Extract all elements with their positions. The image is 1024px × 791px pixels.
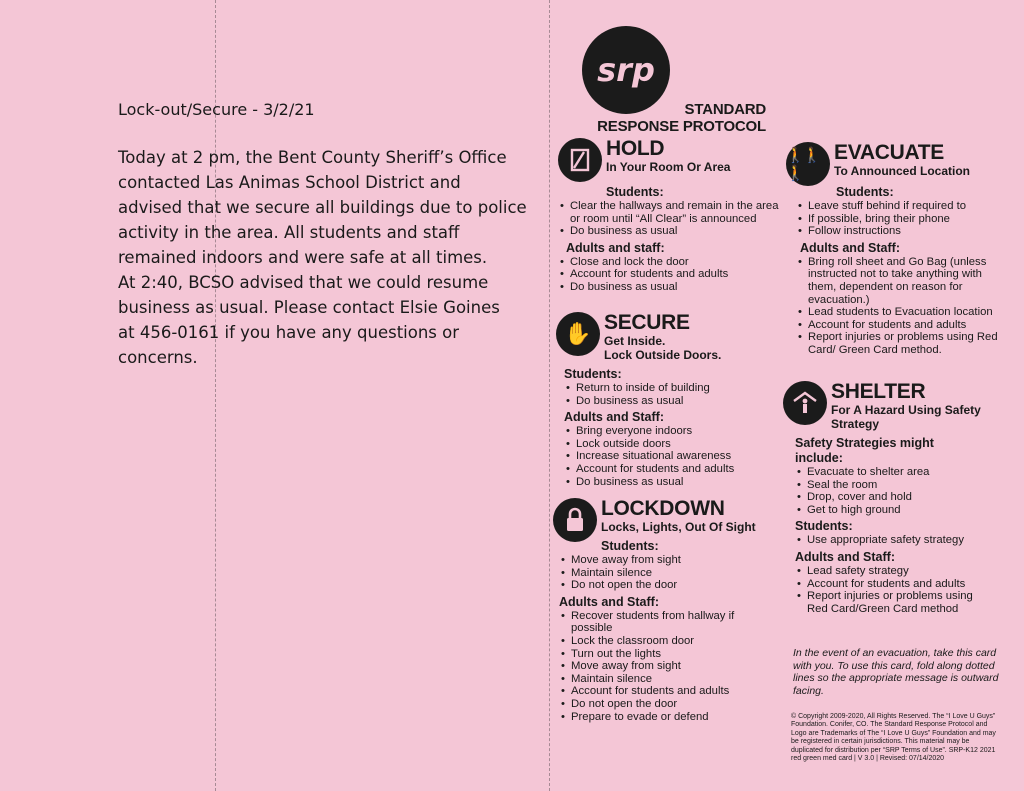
evacuate-students-label: Students: bbox=[836, 185, 894, 199]
lockdown-body bbox=[559, 536, 787, 723]
notice-letter bbox=[118, 100, 538, 370]
list-item: • Drop, cover and hold bbox=[795, 491, 1005, 504]
hold-subtitle: In Your Room Or Area bbox=[606, 160, 731, 174]
lockdown-title: LOCKDOWN bbox=[601, 497, 725, 520]
shelter-subtitle: For A Hazard Using Safety Strategy bbox=[831, 403, 981, 431]
notice-line: At 2:40, BCSO advised that we could resume bbox=[118, 273, 489, 292]
list-item: • Do business as usual bbox=[558, 281, 780, 294]
list-item: • Report injuries or problems using Red Card/Green Card method bbox=[795, 590, 990, 615]
shelter-strategies-label: Safety Strategies might include: bbox=[795, 436, 934, 465]
people-icon: 🚶🚶🚶 bbox=[786, 142, 830, 186]
notice-line: concerns. bbox=[118, 348, 198, 367]
list-item: • Maintain silence bbox=[559, 567, 787, 580]
hold-heading bbox=[606, 138, 730, 174]
evacuate-adults-label: Adults and Staff: bbox=[800, 240, 900, 255]
hold-students-label: Students: bbox=[606, 185, 664, 199]
evacuate-title: EVACUATE bbox=[834, 141, 944, 164]
list-item: • Bring roll sheet and Go Bag (unless instructed not to take anything with them, dependent on reason for evacuation.) bbox=[796, 256, 1001, 306]
hold-adults-list bbox=[558, 256, 780, 294]
list-item: • Bring everyone indoors bbox=[564, 425, 786, 438]
door-icon bbox=[558, 138, 602, 182]
hands-icon: ✋ bbox=[556, 312, 600, 356]
secure-adults-list bbox=[564, 425, 786, 488]
evacuation-note: In the event of an evacuation, take this card with you. To use this card, fold along dotted lines so the appropriate message is outward facing. bbox=[793, 647, 999, 697]
notice-line: Today at 2 pm, the Bent County Sheriff’s Office bbox=[118, 148, 507, 167]
secure-title: SECURE bbox=[604, 311, 690, 334]
list-item: • Account for students and adults bbox=[564, 463, 786, 476]
hold-adults-label: Adults and staff: bbox=[566, 240, 665, 255]
shelter-icon bbox=[783, 381, 827, 425]
notice-title: Lock-out/Secure - 3/2/21 bbox=[118, 100, 315, 119]
hold-body bbox=[558, 182, 780, 294]
list-item: • Return to inside of building bbox=[564, 382, 786, 395]
evacuate-body bbox=[796, 182, 1001, 357]
list-item: • Do not open the door bbox=[559, 698, 747, 711]
secure-subtitle-2: Lock Outside Doors. bbox=[604, 348, 722, 362]
list-item: • Report injuries or problems using Red Card/ Green Card method. bbox=[796, 331, 1001, 356]
list-item: • Leave stuff behind if required to bbox=[796, 200, 1001, 213]
list-item: • Seal the room bbox=[795, 479, 1005, 492]
copyright-notice: © Copyright 2009-2020, All Rights Reserved. The “I Love U Guys” Foundation. Conifer, CO. The Standard Response Protocol and Logo are Trademarks of The “I Love U Guys” Foundation and may be registered in certain jurisdictions. This material may be duplicated for distribution per “SRP Terms of Use”. SRP-K12 2021 red green med card | V 3.0 | Revised: 07/14/2020 bbox=[791, 713, 996, 763]
list-item: • Use appropriate safety strategy bbox=[795, 534, 1005, 547]
srp-logo-icon: srp bbox=[582, 26, 670, 114]
fold-line-middle bbox=[549, 0, 550, 791]
evacuate-heading bbox=[834, 142, 970, 178]
list-item: • Account for students and adults bbox=[796, 319, 1001, 332]
list-item: • Clear the hallways and remain in the area or room until “All Clear” is announced bbox=[558, 200, 780, 225]
list-item: • Account for students and adults bbox=[795, 578, 990, 591]
shelter-students-label: Students: bbox=[795, 519, 853, 534]
list-item: • Move away from sight bbox=[559, 660, 747, 673]
secure-subtitle: Get Inside. bbox=[604, 334, 666, 348]
hold-students-list bbox=[558, 200, 780, 238]
secure-students-label: Students: bbox=[564, 367, 622, 381]
shelter-students-list bbox=[795, 534, 1005, 547]
list-item: • Do business as usual bbox=[558, 225, 780, 238]
lockdown-adults-label: Adults and Staff: bbox=[559, 594, 659, 609]
notice-line: business as usual. Please contact Elsie Goines bbox=[118, 298, 500, 317]
shelter-adults-list bbox=[795, 565, 990, 615]
shelter-adults-label: Adults and Staff: bbox=[795, 549, 895, 564]
list-item: • Account for students and adults bbox=[559, 685, 747, 698]
shelter-heading bbox=[831, 381, 1001, 431]
list-item: • Do business as usual bbox=[564, 395, 786, 408]
notice-line: at 456-0161 if you have any questions or bbox=[118, 323, 460, 342]
list-item: • If possible, bring their phone bbox=[796, 213, 1001, 226]
secure-heading bbox=[604, 312, 721, 362]
shelter-body bbox=[795, 433, 1005, 615]
list-item: • Follow instructions bbox=[796, 225, 1001, 238]
lockdown-heading bbox=[601, 498, 756, 534]
evacuate-subtitle: To Announced Location bbox=[834, 164, 970, 178]
evacuate-adults-list bbox=[796, 256, 1001, 357]
list-item: • Lock the classroom door bbox=[559, 635, 747, 648]
list-item: • Close and lock the door bbox=[558, 256, 780, 269]
list-item: • Evacuate to shelter area bbox=[795, 466, 1005, 479]
list-item: • Do not open the door bbox=[559, 579, 787, 592]
evacuate-students-list bbox=[796, 200, 1001, 238]
list-item: • Prepare to evade or defend bbox=[559, 711, 747, 724]
list-item: • Move away from sight bbox=[559, 554, 787, 567]
secure-body bbox=[564, 364, 786, 488]
hold-title: HOLD bbox=[606, 137, 665, 160]
lockdown-students-label: Students: bbox=[601, 539, 659, 553]
list-item: • Increase situational awareness bbox=[564, 450, 786, 463]
list-item: • Lead safety strategy bbox=[795, 565, 990, 578]
lockdown-students-list bbox=[559, 554, 787, 592]
lockdown-adults-list bbox=[559, 610, 747, 723]
notice-line: activity in the area. All students and staff bbox=[118, 223, 460, 242]
notice-line: contacted Las Animas School District and bbox=[118, 173, 461, 192]
notice-line: remained indoors and were safe at all times. bbox=[118, 248, 488, 267]
list-item: • Turn out the lights bbox=[559, 648, 747, 661]
list-item: • Maintain silence bbox=[559, 673, 747, 686]
shelter-strategies-list bbox=[795, 466, 1005, 516]
list-item: • Do business as usual bbox=[564, 476, 786, 489]
secure-students-list bbox=[564, 382, 786, 407]
lockdown-subtitle: Locks, Lights, Out Of Sight bbox=[601, 520, 756, 534]
srp-logo-title: STANDARD RESPONSE PROTOCOL bbox=[597, 101, 766, 135]
list-item: • Lock outside doors bbox=[564, 438, 786, 451]
shelter-title: SHELTER bbox=[831, 380, 926, 403]
secure-adults-label: Adults and Staff: bbox=[564, 410, 664, 425]
list-item: • Lead students to Evacuation location bbox=[796, 306, 1001, 319]
list-item: • Account for students and adults bbox=[558, 268, 780, 281]
list-item: • Get to high ground bbox=[795, 504, 1005, 517]
notice-line: advised that we secure all buildings due to police bbox=[118, 198, 527, 217]
list-item: • Recover students from hallway if possible bbox=[559, 610, 747, 635]
